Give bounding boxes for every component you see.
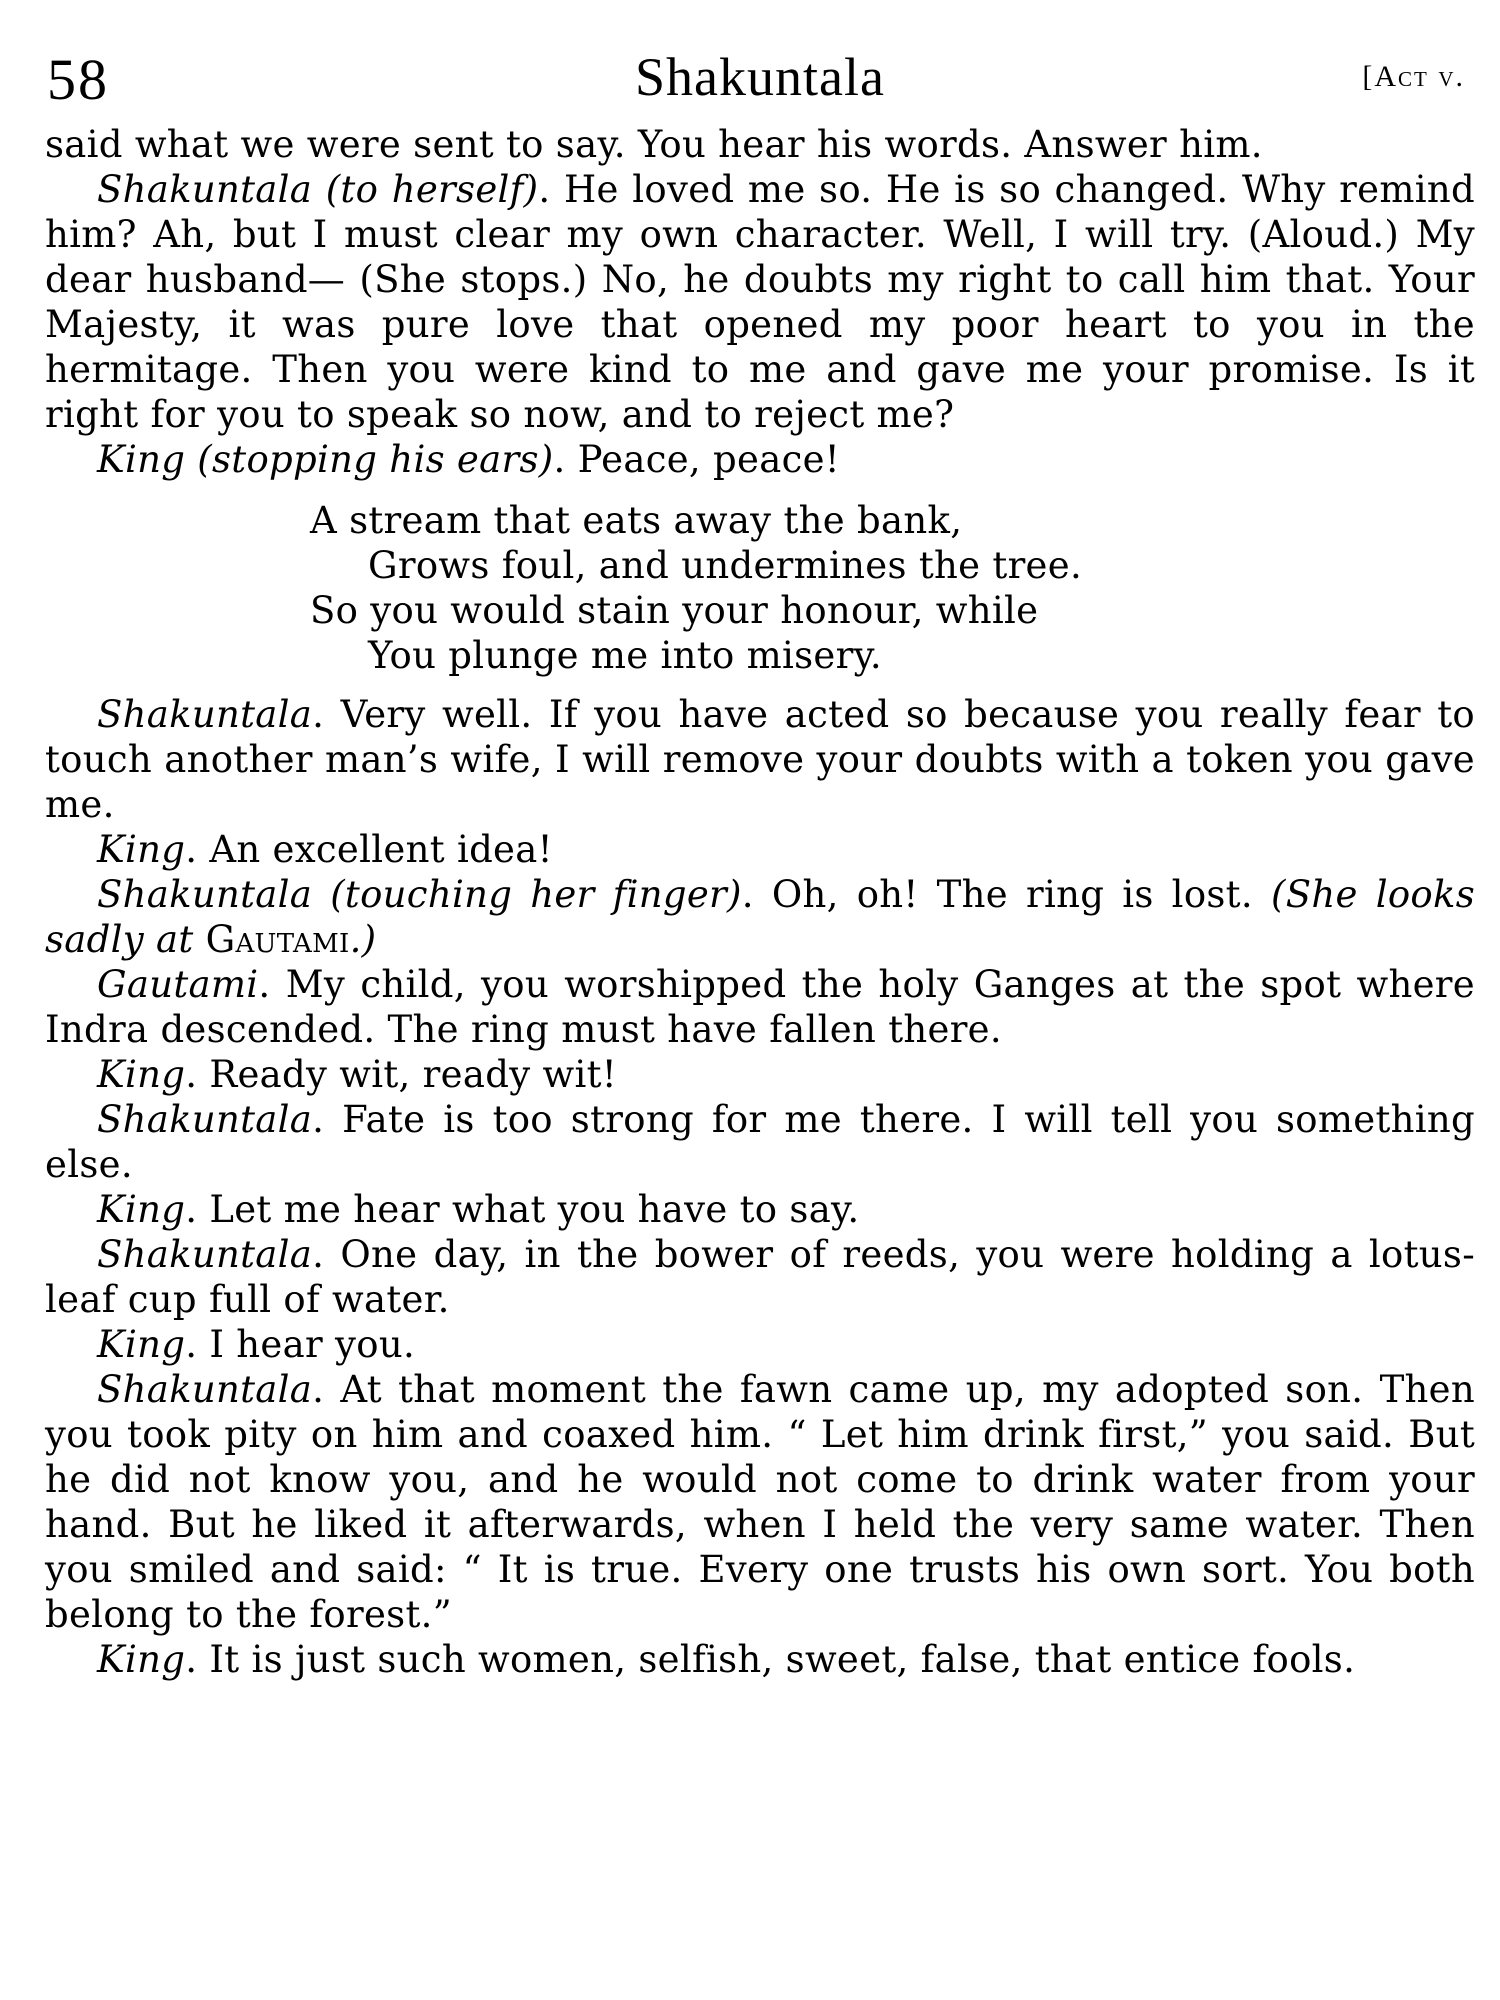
paragraph-gautami bbox=[45, 962, 1475, 1052]
paragraph-king-4 bbox=[45, 1187, 1475, 1232]
speaker-name: King bbox=[97, 1188, 186, 1231]
speaker-name: King bbox=[97, 1053, 186, 1096]
verse-line: You plunge me into misery. bbox=[368, 634, 882, 677]
stage-direction: (touching her finger) bbox=[330, 873, 742, 916]
book-page bbox=[45, 40, 1475, 1990]
speech-text: . At that moment the fawn came up, my adopted son. Then you took pity on him and coaxed him. “ Let him drink first,” you said. But he did not know you, and he would not come to drink water from your hand. But he liked it afterwards, when I held the very same water. Then you smiled and said: “ It is true. Every one trusts his own sort. You both belong to the forest.” bbox=[45, 1368, 1475, 1636]
speech-text: . Very well. If you have acted so because you really fear to touch another man’s wife, I will remove your doubts with a token you gave me. bbox=[45, 693, 1475, 826]
paragraph-shakuntala-3 bbox=[45, 872, 1475, 962]
stage-direction-end: .) bbox=[349, 918, 377, 961]
paragraph-shakuntala-5 bbox=[45, 1232, 1475, 1322]
speaker-name: Shakuntala bbox=[97, 1368, 313, 1411]
speaker-name: Gautami bbox=[97, 963, 259, 1006]
speech-text: . One day, in the bower of reeds, you were holding a lotus-leaf cup full of water. bbox=[45, 1233, 1475, 1321]
speaker-name: Shakuntala bbox=[97, 693, 313, 736]
paragraph-shakuntala-1 bbox=[45, 167, 1475, 437]
verse-block bbox=[310, 498, 1475, 678]
stage-direction: (stopping his ears) bbox=[197, 438, 554, 481]
speaker-name: Shakuntala bbox=[97, 1233, 313, 1276]
page-number: 58 bbox=[47, 47, 109, 112]
verse-line: So you would stain your honour, while bbox=[310, 589, 1039, 632]
character-name-small-caps: Gautami bbox=[205, 918, 350, 961]
speaker-name: Shakuntala bbox=[97, 168, 313, 211]
speech-text: . Oh, oh! The ring is lost. bbox=[741, 873, 1253, 916]
paragraph-shakuntala-4 bbox=[45, 1097, 1475, 1187]
speaker-name: Shakuntala bbox=[97, 1098, 313, 1141]
speech-text: . Let me hear what you have to say. bbox=[185, 1188, 860, 1231]
stage-direction: (She looks sadly at bbox=[45, 873, 1476, 961]
speech-text: . Fate is too strong for me there. I will tell you something else. bbox=[45, 1098, 1475, 1186]
paragraph-king-2 bbox=[45, 827, 1475, 872]
speaker-name: King bbox=[97, 828, 186, 871]
speaker-name: Shakuntala bbox=[97, 873, 313, 916]
running-title: Shakuntala bbox=[635, 47, 885, 107]
page-header bbox=[45, 40, 1475, 112]
paragraph-king-3 bbox=[45, 1052, 1475, 1097]
paragraph-shakuntala-6 bbox=[45, 1367, 1475, 1637]
speech-text: . My child, you worshipped the holy Ganges at the spot where Indra descended. The ring must have fallen there. bbox=[45, 963, 1475, 1051]
verse-line: Grows foul, and undermines the tree. bbox=[368, 544, 1083, 587]
speaker-name: King bbox=[97, 1638, 186, 1681]
stage-direction: (to herself) bbox=[325, 168, 539, 211]
body-text bbox=[45, 122, 1475, 1682]
act-marker: [Act v. bbox=[1362, 60, 1465, 93]
paragraph-continuation: said what we were sent to say. You hear his words. Answer him. bbox=[45, 123, 1263, 166]
paragraph-king-5 bbox=[45, 1322, 1475, 1367]
speech-text: . Peace, peace! bbox=[553, 438, 840, 481]
paragraph-king-6 bbox=[45, 1637, 1475, 1682]
speech-text: . He loved me so. He is so changed. Why remind him? Ah, but I must clear my own character. Well, I will try. (Aloud.) My dear husband— (She stops.) No, he doubts my right to call him that. Your Majesty, it was pure love that opened my poor heart to you in the hermitage. Then you were kind to me and gave me your promise. Is it right for you to speak so now, and to reject me? bbox=[45, 168, 1475, 436]
speech-text: . An excellent idea! bbox=[185, 828, 553, 871]
paragraph-king-1 bbox=[45, 437, 1475, 482]
verse-line: A stream that eats away the bank, bbox=[310, 499, 963, 542]
speaker-name: King bbox=[97, 1323, 186, 1366]
paragraph-shakuntala-2 bbox=[45, 692, 1475, 827]
speaker-name: King bbox=[97, 438, 186, 481]
speech-text: . I hear you. bbox=[185, 1323, 416, 1366]
speech-text: . It is just such women, selfish, sweet, false, that entice fools. bbox=[185, 1638, 1356, 1681]
speech-text: . Ready wit, ready wit! bbox=[185, 1053, 617, 1096]
